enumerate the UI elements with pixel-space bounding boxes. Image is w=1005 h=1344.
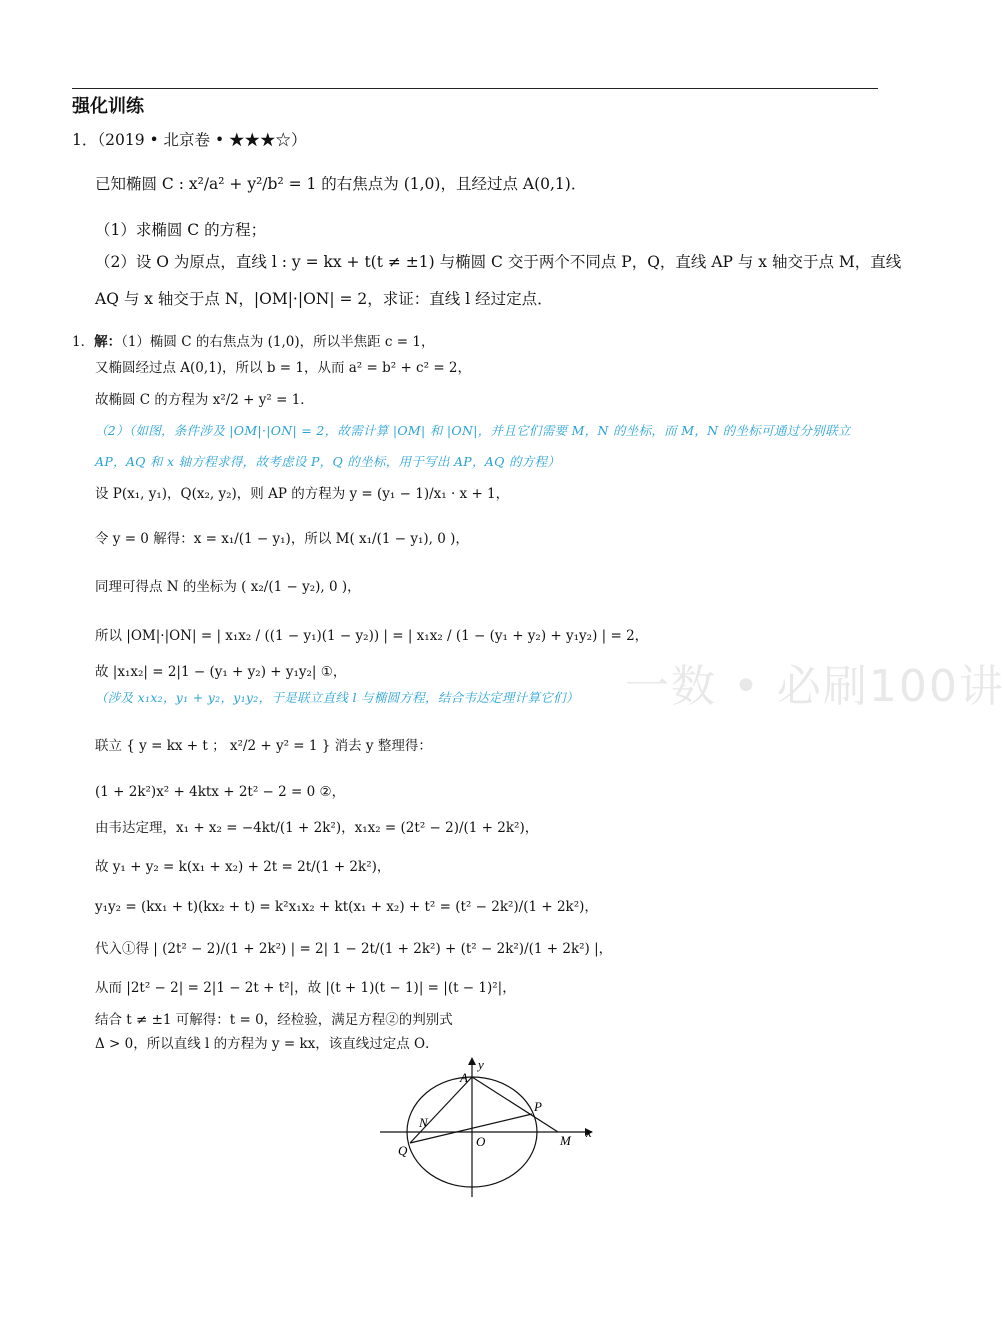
solution-line-8: 故 |x₁x₂| = 2|1 − (y₁ + y₂) + y₁y₂| ①，	[95, 664, 347, 680]
solution-line-9: 联立 { y = kx + t ； x²/2 + y² = 1 } 消去 y 整理得：	[95, 738, 432, 754]
solution-line-14: 代入①得 | (2t² − 2)/(1 + 2k²) | = 2| 1 − 2t/(1 + 2k²) + (t² − 2k²)/(1 + 2k²) |，	[95, 941, 613, 957]
label-n: N	[419, 1115, 428, 1130]
hint-note-2: （涉及 x₁x₂，y₁ + y₂，y₁y₂，于是联立直线 l 与椭圆方程，结合韦达定理计算它们）	[95, 690, 579, 705]
solution-label: 解：	[94, 334, 122, 350]
problem-part-1: （1）求椭圆 C 的方程；	[95, 221, 267, 239]
solution-line-13: y₁y₂ = (kx₁ + t)(kx₂ + t) = k²x₁x₂ + kt(x₁ + x₂) + t² = (t² − 2k²)/(1 + 2k²)，	[95, 899, 598, 915]
y-axis-arrow	[468, 1057, 476, 1065]
line-pq	[410, 1114, 532, 1143]
solution-line-7: 所以 |OM|·|ON| = | x₁x₂ / ((1 − y₁)(1 − y₂)) | = | x₁x₂ / (1 − (y₁ + y₂) + y₁y₂) | = 2，	[95, 628, 649, 644]
line-ap	[472, 1077, 558, 1132]
solution-line-15: 从而 |2t² − 2| = 2|1 − 2t + t²|，故 |(t + 1)(t − 1)| = |(t − 1)²|，	[95, 980, 516, 996]
solution-line-16: 结合 t ≠ ±1 可解得：t = 0，经检验，满足方程②的判别式	[95, 1012, 453, 1028]
line-aq	[410, 1077, 472, 1143]
watermark: 一数 • 必刷100讲	[625, 661, 1005, 712]
hint-note-1a: （2）（如图，条件涉及 |OM|·|ON| = 2，故需计算 |OM| 和 |ON|，并且它们需要 M，N 的坐标，而 M，N 的坐标可通过分别联立	[95, 423, 851, 438]
solution-line-17: Δ > 0，所以直线 l 的方程为 y = kx，该直线过定点 O．	[95, 1036, 439, 1052]
label-m: M	[560, 1133, 571, 1148]
header-rule	[72, 88, 878, 89]
solution-line-4: 设 P(x₁, y₁)，Q(x₂, y₂)，则 AP 的方程为 y = (y₁ − 1)/x₁ · x + 1，	[95, 486, 510, 502]
solution-number: 1．	[72, 334, 95, 350]
solution-part-1: （1）椭圆 C 的右焦点为 (1,0)，所以半焦距 c = 1，	[121, 334, 435, 350]
solution-line-5: 令 y = 0 解得：x = x₁/(1 − y₁)，所以 M( x₁/(1 − y₁), 0 )，	[95, 531, 469, 547]
solution-line-2: 又椭圆经过点 A(0,1)，所以 b = 1，从而 a² = b² + c² = 2，	[95, 360, 472, 376]
hint-note-1b: AP，AQ 和 x 轴方程求得，故考虑设 P，Q 的坐标，用于写出 AP，AQ 的方程）	[95, 454, 561, 469]
label-x: x	[586, 1125, 592, 1140]
solution-line-6: 同理可得点 N 的坐标为 ( x₂/(1 − y₂), 0 )，	[95, 579, 361, 595]
solution-line-10: (1 + 2k²)x² + 4ktx + 2t² − 2 = 0 ②，	[95, 784, 346, 800]
label-y: y	[478, 1057, 484, 1072]
problem-header: 1．（2019 • 北京卷 • ★★★☆）	[72, 131, 307, 149]
solution-line-11: 由韦达定理，x₁ + x₂ = −4kt/(1 + 2k²)，x₁x₂ = (2t² − 2)/(1 + 2k²)，	[95, 820, 539, 836]
solution-line-3: 故椭圆 C 的方程为 x²/2 + y² = 1．	[95, 392, 314, 408]
label-o: O	[476, 1134, 486, 1149]
ellipse-figure	[370, 1055, 600, 1200]
solution-line-12: 故 y₁ + y₂ = k(x₁ + x₂) + 2t = 2t/(1 + 2k²)，	[95, 859, 391, 875]
problem-statement: 已知椭圆 C : x²/a² + y²/b² = 1 的右焦点为 (1,0)，且经过点 A(0,1)．	[95, 175, 587, 193]
problem-part-2-line-2: AQ 与 x 轴交于点 N，|OM|·|ON| = 2，求证：直线 l 经过定点．	[95, 290, 553, 308]
label-a: A	[460, 1070, 468, 1085]
solution-line-1	[72, 330, 434, 350]
section-title: 强化训练	[72, 96, 144, 117]
problem-part-2-line-1: （2）设 O 为原点，直线 l : y = kx + t(t ≠ ±1) 与椭圆 C 交于两个不同点 P，Q，直线 AP 与 x 轴交于点 M，直线	[95, 253, 902, 271]
label-q: Q	[398, 1143, 408, 1158]
label-p: P	[534, 1099, 542, 1114]
